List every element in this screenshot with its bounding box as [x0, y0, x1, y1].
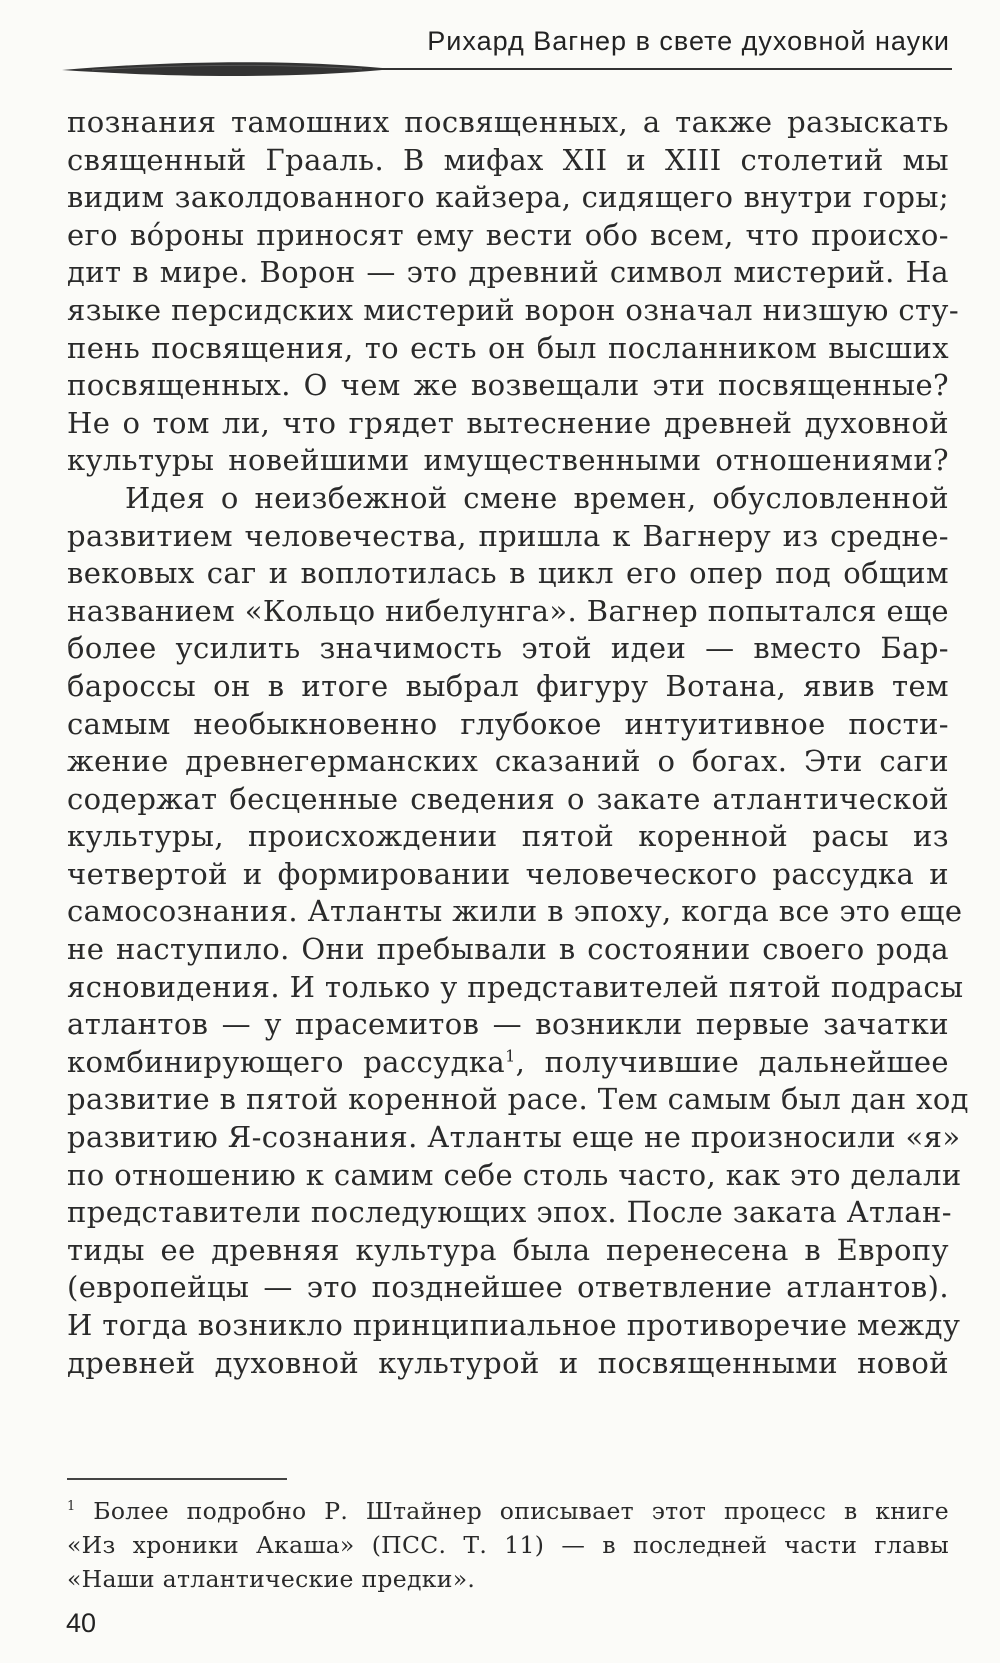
text-line: по отношению к самим себе столь часто, как это делали: [67, 1157, 962, 1192]
text-line: развитию Я-сознания. Атланты еще не произносили «я»: [67, 1120, 961, 1155]
header-swash-rule: [62, 56, 952, 86]
text-line: видим заколдованного кайзера, сидящего внутри горы;: [67, 180, 949, 215]
text-line: развитием человечества, пришла к Вагнеру из средне-: [67, 518, 949, 553]
text-line: представители последующих эпох. После заката Атлан-: [67, 1195, 952, 1230]
text-line: языке персидских мистерий ворон означал низшую сту-: [67, 292, 960, 327]
running-head: Рихард Вагнер в свете духовной науки: [427, 26, 950, 56]
text-line: Идея о неизбежной смене времен, обусловленной: [125, 480, 949, 515]
text-line: его вóроны приносят ему вести обо всем, что происхо-: [67, 217, 949, 252]
text-line: познания тамошних посвященных, а также разыскать: [67, 105, 949, 139]
footnote-line: «Наши атлантические предки».: [67, 1565, 476, 1593]
text-line: тиды ее древняя культура была перенесена в Европу: [67, 1232, 949, 1267]
text-line: более усилить значимость этой идеи — вместо Бар-: [67, 631, 949, 666]
text-line: названием «Кольцо нибелунга». Вагнер попытался еще: [67, 593, 949, 628]
text-line: четвертой и формировании человеческого рассудка и: [67, 856, 949, 891]
footnote-line: [67, 1494, 949, 1528]
text-line: священный Грааль. В мифах XII и XIII столетий мы: [67, 142, 949, 177]
text-line: (европейцы — это позднейшее ответвление атлантов).: [67, 1270, 949, 1305]
footnote-marker: 1: [67, 1499, 76, 1515]
page-number: 40: [66, 1608, 97, 1638]
text-line: развитие в пятой коренной расе. Тем самым был дан ход: [67, 1082, 969, 1117]
footnote-line: «Из хроники Акаша» (ПСС. Т. 11) — в последней части главы: [67, 1531, 949, 1559]
footnote: [67, 1494, 949, 1596]
text-line: содержат бесценные сведения о закате атлантической: [67, 781, 949, 816]
text-line: вековых саг и воплотилась в цикл его опер под общим: [67, 556, 949, 591]
text-line: бароссы он в итоге выбрал фигуру Вотана, явив тем: [67, 668, 949, 703]
text-line: самосознания. Атланты жили в эпоху, когда все это еще: [67, 894, 963, 929]
body-text: [67, 104, 969, 1382]
text-line: не наступило. Они пребывали в состоянии своего рода: [67, 932, 949, 967]
text-line: пень посвящения, то есть он был посланником высших: [67, 330, 949, 365]
text-line: культуры, происхождении пятой коренной расы из: [67, 819, 949, 854]
text-line: жение древнегерманских сказаний о богах. Эти саги: [67, 744, 949, 779]
text-line: культуры новейшими имущественными отношениями?: [67, 443, 949, 478]
text-segment: комбинирующего рассудка: [67, 1044, 506, 1079]
text-line: древней духовной культурой и посвященными новой: [67, 1345, 949, 1380]
footnote-divider: [67, 1478, 287, 1480]
text-line-with-footnote: [67, 1044, 949, 1082]
text-line: посвященных. О чем же возвещали эти посвященные?: [67, 368, 949, 403]
text-line: самым необыкновенно глубокое интуитивное пости-: [67, 706, 949, 741]
text-line: дит в мире. Ворон — это древний символ мистерий. На: [67, 255, 949, 290]
text-line: И тогда возникло принципиальное противоречие между: [67, 1308, 961, 1342]
text-line: атлантов — у прасемитов — возникли первые зачатки: [67, 1007, 949, 1042]
footnote-text: Более подробно Р. Штайнер описывает этот процесс в книге: [93, 1497, 949, 1525]
footnote-reference: 1: [505, 1046, 516, 1066]
text-line: Не о том ли, что грядет вытеснение древней духовной: [67, 405, 949, 440]
text-line: ясновидения. И только у представителей пятой подрасы: [67, 969, 964, 1004]
text-segment: , получившие дальнейшее: [515, 1044, 949, 1079]
